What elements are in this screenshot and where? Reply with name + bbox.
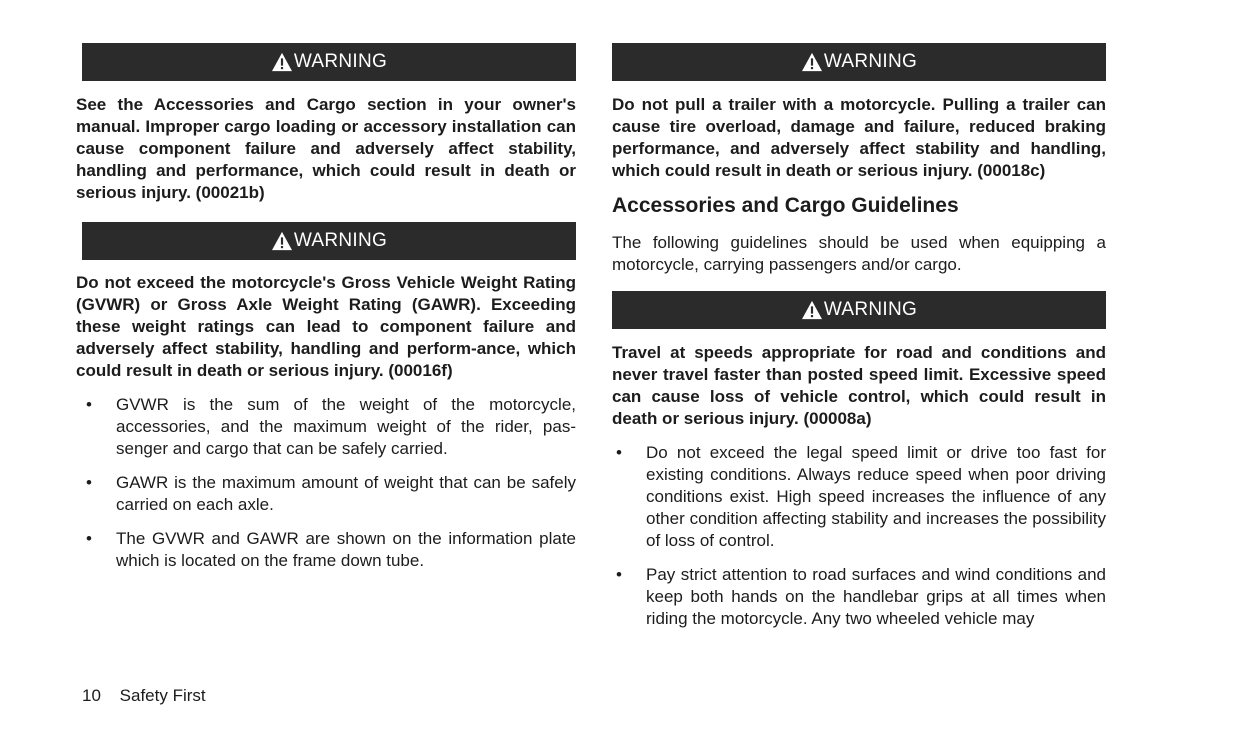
warning-triangle-icon [271, 52, 293, 72]
bullet-marker: • [616, 443, 622, 462]
bullet-list [612, 442, 1106, 642]
bullet-marker: • [86, 473, 92, 492]
section-heading: Accessories and Cargo Guidelines [612, 194, 959, 217]
page-number: 10 [82, 686, 101, 705]
footer-section-title: Safety First [119, 686, 206, 705]
warning-label: WARNING [293, 230, 388, 251]
warning-triangle-icon [801, 52, 823, 72]
warning-text: See the Accessories and Cargo section in your owner's manual. Improper cargo loading or accessory installation can cause component failure and adversely affect stability, handling and performance, which could result in death or serious injury. (00021b) [76, 95, 576, 202]
list-item-text: Pay strict attention to road surfaces and wind conditions and keep both hands on the handlebar grips at all times when riding the motorcycle. Any two wheeled vehicle may [646, 565, 1106, 628]
warning-text: Do not pull a trailer with a motorcycle. Pulling a trailer can cause tire overload, damage and failure, reduced braking performance, and adversely affect stability and handling, which could result in death or serious injury. (00018c) [612, 95, 1106, 180]
warning-triangle-icon [801, 300, 823, 320]
list-item [82, 394, 576, 460]
list-item [612, 442, 1106, 552]
warning-label: WARNING [823, 299, 918, 320]
bullet-marker: • [86, 395, 92, 414]
warning-banner [82, 222, 576, 260]
bullet-marker: • [616, 565, 622, 584]
list-item [82, 528, 576, 572]
warning-label: WARNING [293, 51, 388, 72]
warning-banner [612, 291, 1106, 329]
list-item-text: GAWR is the maximum amount of weight that can be safely carried on each axle. [116, 473, 576, 514]
warning-text: Do not exceed the motorcycle's Gross Vehicle Weight Rating (GVWR) or Gross Axle Weight Rating (GAWR). Exceeding these weight ratings can lead to component failure and adversely affect stability, handling and perform-ance, which could result in death or serious injury. (00016f) [76, 273, 576, 380]
warning-banner [612, 43, 1106, 81]
intro-paragraph: The following guidelines should be used when equipping a motorcycle, carrying passengers and/or cargo. [612, 233, 1106, 274]
list-item-text: GVWR is the sum of the weight of the motorcycle, accessories, and the maximum weight of the rider, pas-senger and cargo that can be safely carried. [116, 395, 576, 458]
list-item [612, 564, 1106, 630]
list-item-text: The GVWR and GAWR are shown on the information plate which is located on the frame down tube. [116, 529, 576, 570]
warning-label: WARNING [823, 51, 918, 72]
warning-text: Travel at speeds appropriate for road and conditions and never travel faster than posted speed limit. Excessive speed can cause loss of vehicle control, which could result in death or serious injury. (00008a) [612, 343, 1106, 428]
list-item-text: Do not exceed the legal speed limit or drive too fast for existing conditions. Always reduce speed when poor driving conditions exist. High speed increases the influence of any other condition affecting stability and increases the possibility of loss of control. [646, 443, 1106, 550]
bullet-list [82, 394, 576, 584]
page-footer [82, 686, 206, 706]
list-item [82, 472, 576, 516]
warning-triangle-icon [271, 231, 293, 251]
bullet-marker: • [86, 529, 92, 548]
warning-banner [82, 43, 576, 81]
